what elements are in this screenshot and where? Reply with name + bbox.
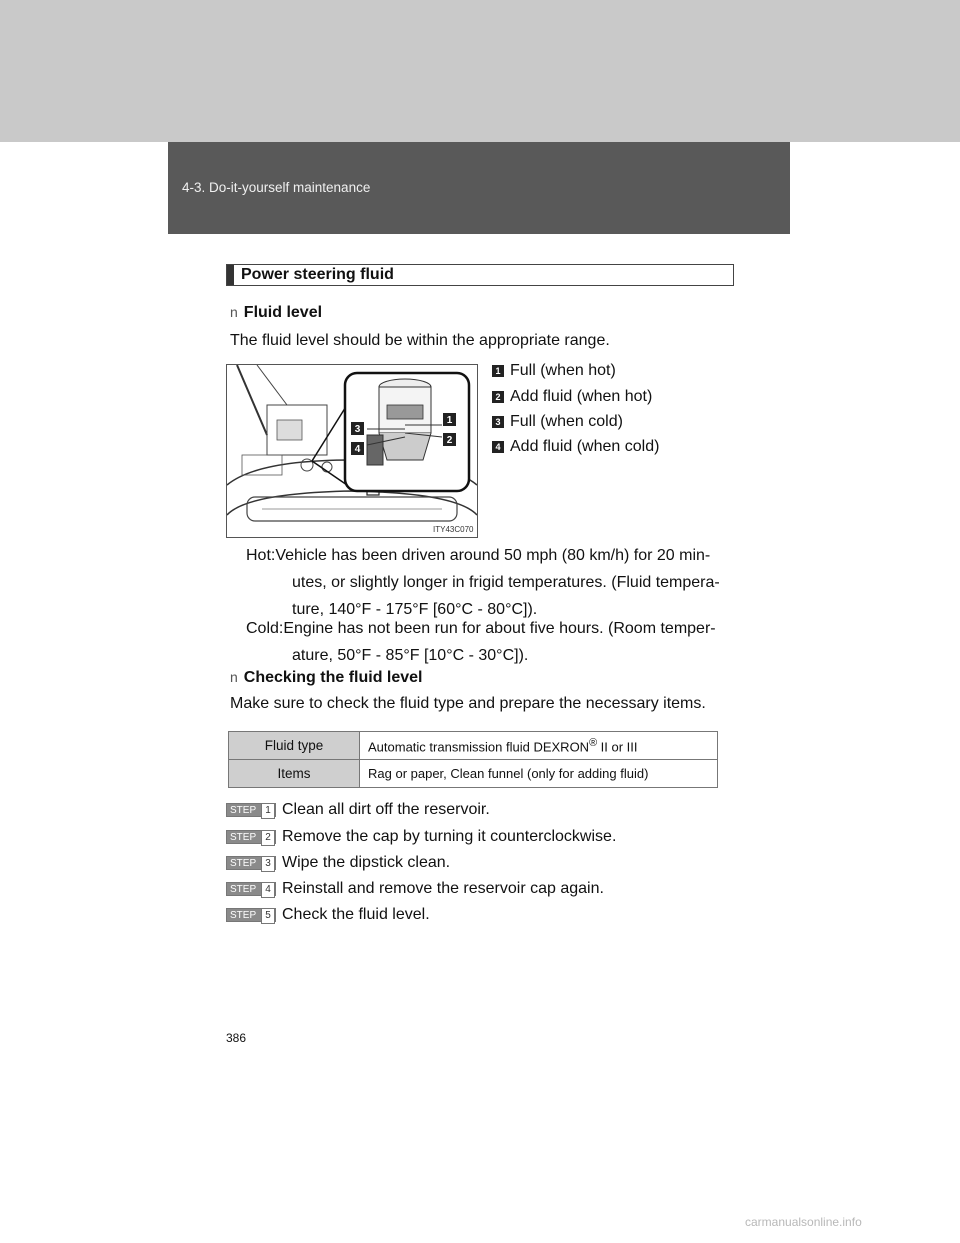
step-5: STEP 5 Check the fluid level. bbox=[226, 906, 430, 924]
legend-item-3: 3 Full (when cold) bbox=[492, 413, 623, 431]
fluid-level-heading: n Fluid level bbox=[230, 304, 323, 321]
fluid-info-table bbox=[228, 731, 718, 788]
legend-item-4: 4 Add fluid (when cold) bbox=[492, 438, 659, 456]
step-2: STEP 2 Remove the cap by turning it counterclockwise. bbox=[226, 828, 616, 846]
figure-code: ITY43C070 bbox=[433, 525, 474, 534]
svg-text:4: 4 bbox=[354, 444, 361, 455]
bullet-icon: n bbox=[230, 669, 238, 685]
step-badge: STEP 2 bbox=[226, 830, 276, 844]
svg-text:3: 3 bbox=[354, 424, 361, 435]
step-1: STEP 1 Clean all dirt off the reservoir. bbox=[226, 801, 490, 819]
step-badge: STEP 3 bbox=[226, 856, 276, 870]
checking-heading: n Checking the fluid level bbox=[230, 669, 423, 686]
step-4: STEP 4 Reinstall and remove the reservoir cap again. bbox=[226, 880, 604, 898]
section-title: Power steering fluid bbox=[241, 266, 394, 283]
engine-bay-illustration bbox=[227, 365, 477, 537]
table-row bbox=[229, 760, 718, 788]
fluid-level-intro: The fluid level should be within the appropriate range. bbox=[230, 332, 610, 349]
breadcrumb: 4-3. Do-it-yourself maintenance bbox=[182, 180, 371, 195]
top-band bbox=[0, 0, 960, 142]
table-header-cell: Fluid type bbox=[229, 732, 360, 760]
svg-text:1: 1 bbox=[446, 415, 453, 426]
step-3: STEP 3 Wipe the dipstick clean. bbox=[226, 854, 450, 872]
hot-note: Hot:Vehicle has been driven around 50 mph (80 km/h) for 20 min- utes, or slightly longer in frigid temperatures. (Fluid tempera- ture, 140°F - 175°F [60°C - 80°C]). bbox=[246, 547, 720, 618]
step-badge: STEP 4 bbox=[226, 882, 276, 896]
engine-bay-figure bbox=[226, 364, 478, 538]
table-cell: Rag or paper, Clean funnel (only for adding fluid) bbox=[360, 760, 718, 788]
watermark: carmanualsonline.info bbox=[745, 1215, 862, 1229]
table-header-cell: Items bbox=[229, 760, 360, 788]
step-badge: STEP 5 bbox=[226, 908, 276, 922]
legend-item-1: 1 Full (when hot) bbox=[492, 362, 616, 380]
section-title-bar bbox=[226, 264, 734, 286]
table-row bbox=[229, 732, 718, 760]
checking-intro: Make sure to check the fluid type and prepare the necessary items. bbox=[230, 695, 706, 712]
bullet-icon: n bbox=[230, 304, 238, 320]
cold-note: Cold:Engine has not been run for about five hours. (Room temper- ature, 50°F - 85°F [10°C - 30°C]). bbox=[246, 620, 716, 664]
table-cell: Automatic transmission fluid DEXRON® II or III bbox=[360, 732, 718, 760]
section-mark bbox=[227, 265, 234, 285]
page-number: 386 bbox=[226, 1031, 247, 1045]
legend-item-2: 2 Add fluid (when hot) bbox=[492, 388, 652, 406]
step-badge: STEP 1 bbox=[226, 803, 276, 817]
svg-text:2: 2 bbox=[446, 435, 453, 446]
page-header bbox=[168, 142, 790, 234]
